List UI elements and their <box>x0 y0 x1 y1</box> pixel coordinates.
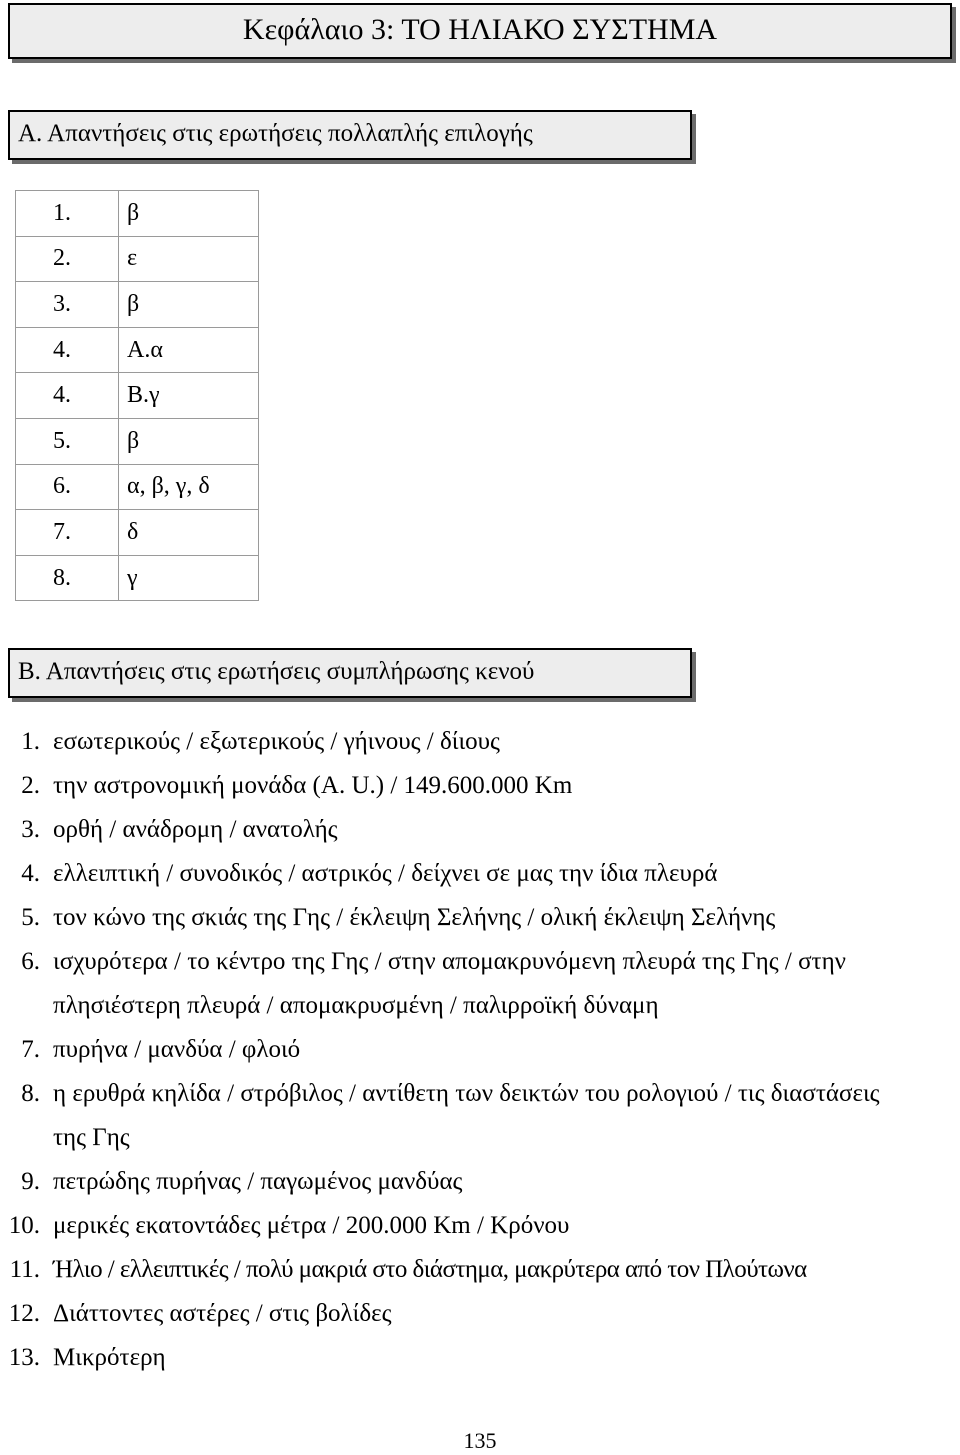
table-row <box>16 418 259 464</box>
question-number: 6. <box>16 464 119 510</box>
fill-in-answers-list <box>0 720 960 1380</box>
item-text: εσωτερικούς / εξωτερικούς / γήινους / δίιους <box>53 728 500 755</box>
item-text: τον κώνο της σκιάς της Γης / έκλειψη Σελήνης / ολική έκλειψη Σελήνης <box>53 904 776 931</box>
table-row <box>16 191 259 237</box>
table-row <box>16 510 259 556</box>
list-item <box>0 940 960 1028</box>
item-text: η ερυθρά κηλίδα / στρόβιλος / αντίθετη των δεικτών του ρολογιού / τις διαστάσεις της Γης <box>53 1080 880 1151</box>
item-number: 7. <box>21 1036 40 1063</box>
answer-cell: ε <box>119 236 259 282</box>
item-text: μερικές εκατοντάδες μέτρα / 200.000 Km / Κρόνου <box>53 1212 570 1239</box>
table-row <box>16 236 259 282</box>
answer-cell: β <box>119 282 259 328</box>
table-row <box>16 282 259 328</box>
question-number: 5. <box>16 418 119 464</box>
item-number: 1. <box>21 728 40 755</box>
list-item <box>0 1292 960 1336</box>
item-text: πυρήνα / μανδύα / φλοιό <box>53 1036 301 1063</box>
item-text: ορθή / ανάδρομη / ανατολής <box>53 816 338 843</box>
multiple-choice-answers-table <box>15 190 259 601</box>
question-number: 3. <box>16 282 119 328</box>
answer-cell: δ <box>119 510 259 556</box>
item-text: ισχυρότερα / το κέντρο της Γης / στην απομακρυνόμενη πλευρά της Γης / στην πλησιέστερη πλευρά / απομακρυσμένη / παλιρροϊκή δύναμη <box>53 948 846 1019</box>
item-text: Μικρότερη <box>53 1344 166 1371</box>
list-item <box>0 764 960 808</box>
question-number: 7. <box>16 510 119 556</box>
table-row <box>16 464 259 510</box>
answer-cell: Α.α <box>119 327 259 373</box>
answer-cell: α, β, γ, δ <box>119 464 259 510</box>
item-number: 11. <box>9 1256 40 1283</box>
list-item <box>0 1072 960 1160</box>
item-number: 5. <box>21 904 40 931</box>
list-item <box>0 720 960 764</box>
item-number: 13. <box>8 1344 40 1371</box>
table-row <box>16 327 259 373</box>
section-b-heading: Β. Απαντήσεις στις ερωτήσεις συμπλήρωσης κενού <box>8 648 692 698</box>
answer-cell: γ <box>119 555 259 601</box>
list-item <box>0 1160 960 1204</box>
list-item <box>0 1248 960 1292</box>
question-number: 4. <box>16 373 119 419</box>
question-number: 4. <box>16 327 119 373</box>
item-number: 6. <box>21 948 40 975</box>
item-number: 4. <box>21 860 40 887</box>
list-item <box>0 1336 960 1380</box>
question-number: 2. <box>16 236 119 282</box>
list-item <box>0 896 960 940</box>
item-number: 2. <box>21 772 40 799</box>
item-number: 12. <box>8 1300 40 1327</box>
answer-cell: β <box>119 418 259 464</box>
chapter-title: Κεφάλαιο 3: ΤΟ ΗΛΙΑΚΟ ΣΥΣΤΗΜΑ <box>8 3 952 59</box>
item-text: την αστρονομική μονάδα (A. U.) / 149.600.000 Km <box>53 772 573 799</box>
item-text: Ήλιο / ελλειπτικές / πολύ μακριά στο διάστημα, μακρύτερα από τον Πλούτωνα <box>53 1256 807 1283</box>
question-number: 8. <box>16 555 119 601</box>
item-number: 9. <box>21 1168 40 1195</box>
list-item <box>0 852 960 896</box>
page-number: 135 <box>463 1428 497 1453</box>
item-number: 8. <box>21 1080 40 1107</box>
item-number: 10. <box>8 1212 40 1239</box>
list-item <box>0 808 960 852</box>
item-text: ελλειπτική / συνοδικός / αστρικός / δείχνει σε μας την ίδια πλευρά <box>53 860 718 887</box>
item-number: 3. <box>21 816 40 843</box>
answer-cell: β <box>119 191 259 237</box>
list-item <box>0 1028 960 1072</box>
question-number: 1. <box>16 191 119 237</box>
section-a-heading: Α. Απαντήσεις στις ερωτήσεις πολλαπλής επιλογής <box>8 110 692 160</box>
list-item <box>0 1204 960 1248</box>
table-row <box>16 373 259 419</box>
item-text: Διάττοντες αστέρες / στις βολίδες <box>53 1300 392 1327</box>
answer-cell: Β.γ <box>119 373 259 419</box>
table-row <box>16 555 259 601</box>
item-text: πετρώδης πυρήνας / παγωμένος μανδύας <box>53 1168 463 1195</box>
